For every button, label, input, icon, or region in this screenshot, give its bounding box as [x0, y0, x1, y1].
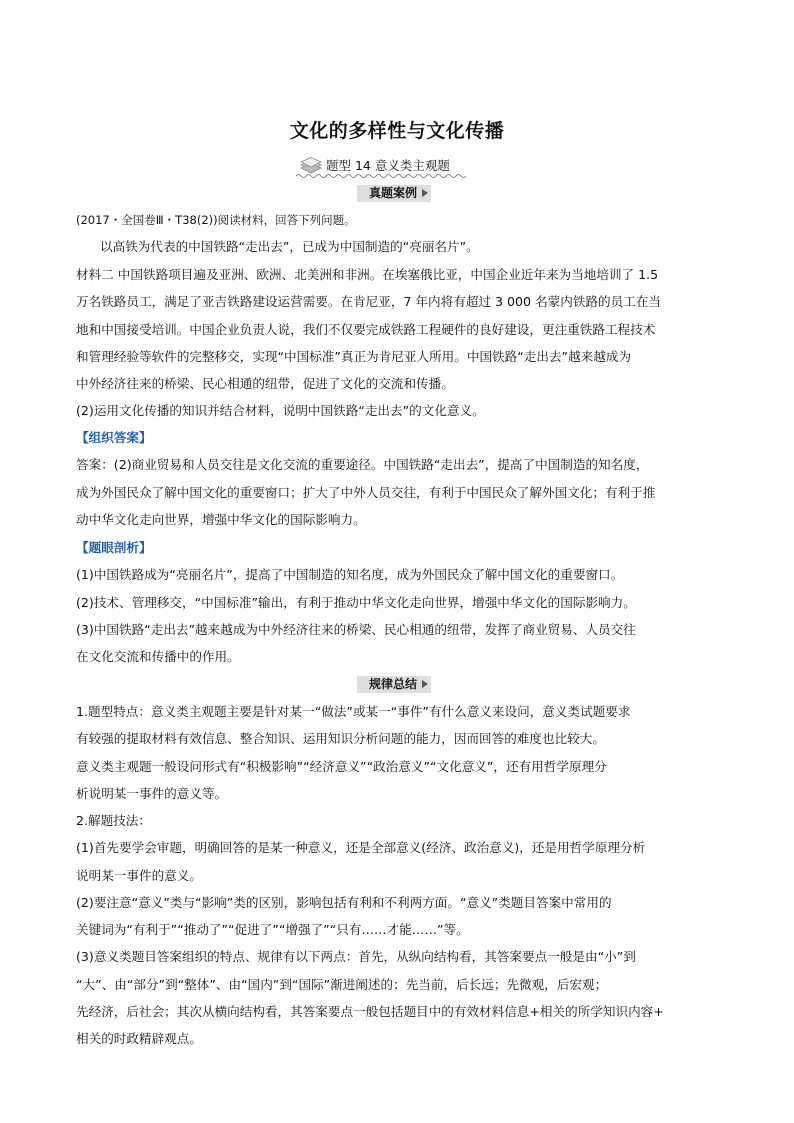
summary-1b: 有较强的提取材料有效信息、整合知识、运用知识分析问题的能力，因而回答的难度也比较大。 [76, 731, 605, 746]
material-line-2: 万名铁路员工，满足了亚吉铁路建设运营需要。在肯尼亚，7 年内将有超过 3 000 名蒙内铁路的员工在当 [76, 294, 662, 309]
wavy-underline [296, 173, 466, 179]
answer-line-3: 动中华文化走向世界，增强中华文化的国际影响力。 [76, 512, 366, 527]
analysis-point-3b: 在文化交流和传播中的作用。 [76, 649, 240, 664]
answer-line-1: 答案：(2)商业贸易和人员交往是文化交流的重要途径。中国铁路“走出去”，提高了中国制造的知名度， [76, 457, 649, 472]
analysis-point-3a: (3)中国铁路“走出去”越来越成为中外经济往来的桥梁、民心相通的纽带，发挥了商业贸易、人员交往 [76, 622, 636, 637]
technique-1a: (1)首先要学会审题，明确回答的是某一种意义，还是全部意义(经济、政治意义)，还是用哲学原理分析 [76, 840, 646, 855]
question-intro: 以高铁为代表的中国铁路“走出去”，已成为中国制造的“亮丽名片”。 [100, 239, 479, 254]
technique-3c: 先经济，后社会；其次从横向结构看，其答案要点一般包括题目中的有效材料信息+相关的所学知识内容+ [76, 1004, 664, 1019]
summary-1a: 1.题型特点：意义类主观题主要是针对某一“做法”或某一“事件”有什么意义来设问，意义类试题要求 [76, 704, 631, 719]
summary-2: 2.解题技法： [76, 813, 151, 828]
summary-1c: 意义类主观题一般设问形式有“积极影响”“经济意义”“政治意义”“文化意义”，还有用哲学原理分 [76, 759, 607, 774]
material-line-5: 中外经济往来的桥梁、民心相通的纽带，促进了文化的交流和传播。 [76, 376, 454, 391]
triangle-right-icon [422, 680, 428, 688]
question-2: (2)运用文化传播的知识并结合材料，说明中国铁路“走出去”的文化意义。 [76, 403, 485, 418]
section-badge-summary [357, 676, 431, 693]
summary-1d: 析说明某一事件的意义等。 [76, 786, 228, 801]
technique-1b: 说明某一事件的意义。 [76, 868, 202, 883]
subtitle-text: 题型 14 意义类主观题 [326, 158, 450, 173]
question-type-heading [296, 155, 466, 177]
document-title: 文化的多样性与文化传播 [289, 120, 505, 142]
answer-line-2: 成为外国民众了解中国文化的重要窗口；扩大了中外人员交往，有利于中国民众了解外国文化；有利于推 [76, 485, 656, 500]
heading-answer: 【组织答案】 [76, 430, 152, 445]
material-line-3: 地和中国接受培训。中国企业负责人说，我们不仅要完成铁路工程硬件的良好建设，更注重铁路工程技术 [76, 322, 656, 337]
badge-label: 真题案例 [369, 186, 418, 200]
technique-3d: 相关的时政精辟观点。 [76, 1031, 202, 1046]
analysis-point-2: (2)技术、管理移交，“中国标准”输出，有利于推动中华文化走向世界，增强中华文化的国际影响力。 [76, 595, 636, 610]
technique-2a: (2)要注意“意义”类与“影响”类的区别，影响包括有利和不利两方面。“意义”类题目答案中常用的 [76, 895, 612, 910]
question-source: (2017・全国卷Ⅲ・T38(2))阅读材料，回答下列问题。 [76, 213, 356, 227]
triangle-right-icon [422, 189, 428, 197]
material-line-4: 和管理经验等软件的完整移交，实现“中国标准”真正为肯尼亚人所用。中国铁路“走出去”越来越成为 [76, 349, 632, 364]
technique-3a: (3)意义类题目答案组织的特点、规律有以下两点：首先，从纵向结构看，其答案要点一般是由“小”到 [76, 949, 636, 964]
analysis-point-1: (1)中国铁路成为“亮丽名片”，提高了中国制造的知名度，成为外国民众了解中国文化的重要窗口。 [76, 567, 624, 582]
badge-label: 规律总结 [369, 677, 418, 691]
material-line-1: 材料二 中国铁路项目遍及亚洲、欧洲、北美洲和非洲。在埃塞俄比亚，中国企业近年来为当地培训了 1.5 [76, 267, 659, 282]
heading-analysis: 【题眼剖析】 [76, 540, 152, 555]
section-badge-cases [357, 185, 431, 202]
technique-2b: 关键词为“有利于”“推动了”“促进了”“增强了”“只有……才能……”等。 [76, 922, 469, 937]
technique-3b: “大”、由“部分”到“整体”、由“国内”到“国际”渐进阐述的；先当前，后长远；先微观，后宏观； [76, 977, 608, 992]
